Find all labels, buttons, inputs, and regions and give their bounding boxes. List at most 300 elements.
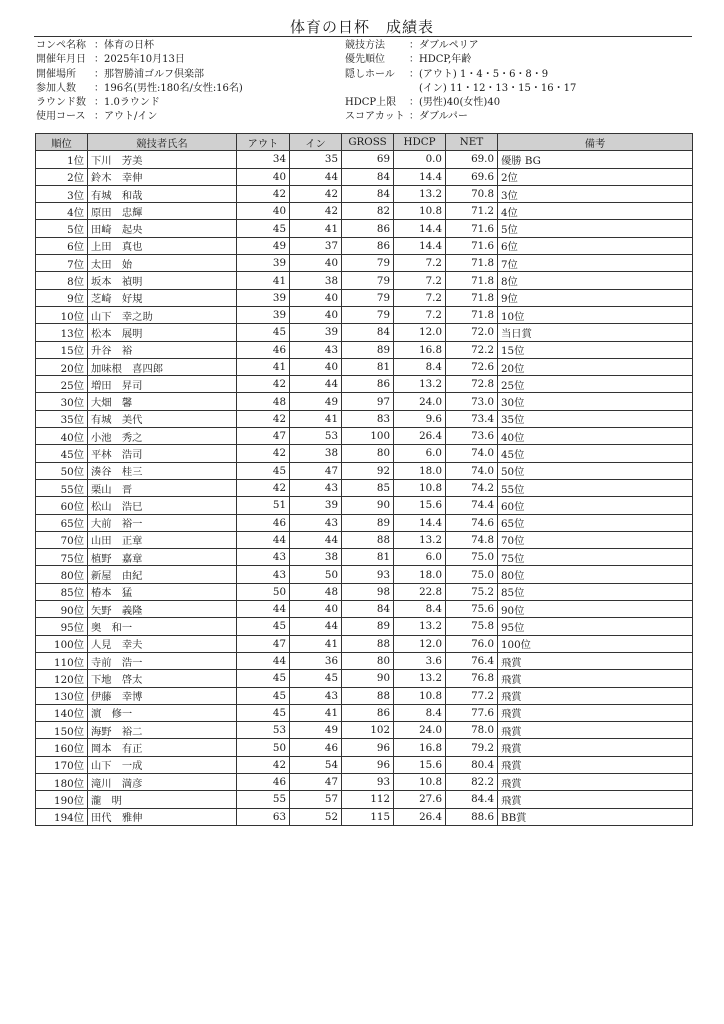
cell-in: 49 [290, 393, 342, 410]
cell-out: 50 [237, 583, 290, 600]
cell-out: 42 [237, 756, 290, 773]
cell-gross: 90 [342, 670, 394, 687]
cell-rank: 90位 [36, 601, 88, 618]
cell-gross: 88 [342, 531, 394, 548]
cell-hdcp: 13.2 [394, 531, 446, 548]
table-row [36, 756, 693, 773]
header-out: アウト [237, 134, 290, 151]
cell-hdcp: 6.0 [394, 445, 446, 462]
info-label: 隠しホール [345, 68, 395, 80]
table-row [36, 220, 693, 237]
cell-out: 40 [237, 203, 290, 220]
cell-net: 88.6 [446, 808, 498, 825]
cell-gross: 90 [342, 497, 394, 514]
cell-out: 44 [237, 601, 290, 618]
cell-out: 42 [237, 410, 290, 427]
cell-net: 75.6 [446, 601, 498, 618]
info-row-hidden-holes-out [345, 68, 576, 82]
cell-out: 39 [237, 306, 290, 323]
cell-rank: 75位 [36, 549, 88, 566]
cell-in: 38 [290, 272, 342, 289]
cell-net: 72.6 [446, 358, 498, 375]
cell-out: 45 [237, 687, 290, 704]
cell-out: 46 [237, 514, 290, 531]
cell-remarks: 当日賞 [498, 324, 693, 341]
info-row-date [36, 53, 243, 67]
cell-remarks: 飛賞 [498, 652, 693, 669]
cell-out: 45 [237, 704, 290, 721]
cell-remarks: 5位 [498, 220, 693, 237]
cell-rank: 190位 [36, 791, 88, 808]
cell-in: 42 [290, 185, 342, 202]
cell-hdcp: 8.4 [394, 704, 446, 721]
cell-rank: 2位 [36, 168, 88, 185]
table-row [36, 203, 693, 220]
cell-out: 45 [237, 670, 290, 687]
cell-out: 42 [237, 479, 290, 496]
table-row [36, 808, 693, 825]
cell-net: 74.6 [446, 514, 498, 531]
cell-net: 72.2 [446, 341, 498, 358]
cell-hdcp: 13.2 [394, 670, 446, 687]
table-row [36, 670, 693, 687]
cell-gross: 83 [342, 410, 394, 427]
cell-player-name: 岡本 有正 [88, 739, 237, 756]
cell-hdcp: 10.8 [394, 687, 446, 704]
cell-net: 79.2 [446, 739, 498, 756]
cell-hdcp: 16.8 [394, 739, 446, 756]
table-row [36, 358, 693, 375]
cell-out: 42 [237, 445, 290, 462]
cell-rank: 80位 [36, 566, 88, 583]
cell-net: 69.6 [446, 168, 498, 185]
cell-in: 43 [290, 341, 342, 358]
cell-player-name: 伊藤 幸博 [88, 687, 237, 704]
cell-gross: 69 [342, 151, 394, 168]
table-row [36, 687, 693, 704]
cell-rank: 150位 [36, 722, 88, 739]
cell-out: 51 [237, 497, 290, 514]
cell-player-name: 海野 裕二 [88, 722, 237, 739]
info-value: ：196名(男性:180名/女性:16名) [94, 82, 243, 94]
cell-net: 74.8 [446, 531, 498, 548]
cell-out: 40 [237, 168, 290, 185]
cell-net: 73.0 [446, 393, 498, 410]
cell-in: 44 [290, 618, 342, 635]
document-title: 体育の日杯 成績表 [289, 18, 434, 36]
cell-hdcp: 3.6 [394, 652, 446, 669]
cell-hdcp: 10.8 [394, 773, 446, 790]
cell-net: 70.8 [446, 185, 498, 202]
cell-gross: 81 [342, 549, 394, 566]
cell-net: 76.0 [446, 635, 498, 652]
cell-remarks: 飛賞 [498, 722, 693, 739]
cell-net: 75.8 [446, 618, 498, 635]
info-label: 参加人数 [36, 82, 76, 94]
table-row [36, 376, 693, 393]
cell-in: 42 [290, 203, 342, 220]
cell-rank: 194位 [36, 808, 88, 825]
cell-gross: 97 [342, 393, 394, 410]
cell-hdcp: 24.0 [394, 393, 446, 410]
cell-rank: 1位 [36, 151, 88, 168]
table-row [36, 497, 693, 514]
cell-in: 37 [290, 237, 342, 254]
cell-net: 71.6 [446, 237, 498, 254]
cell-rank: 50位 [36, 462, 88, 479]
info-label: 開催場所 [36, 68, 76, 80]
table-row [36, 272, 693, 289]
info-label: スコアカット [345, 111, 405, 123]
table-row [36, 479, 693, 496]
cell-remarks: 9位 [498, 289, 693, 306]
table-row [36, 410, 693, 427]
cell-net: 69.0 [446, 151, 498, 168]
table-row [36, 722, 693, 739]
cell-in: 40 [290, 255, 342, 272]
cell-player-name: 田崎 起央 [88, 220, 237, 237]
cell-in: 49 [290, 722, 342, 739]
cell-in: 46 [290, 739, 342, 756]
cell-in: 41 [290, 635, 342, 652]
cell-hdcp: 8.4 [394, 358, 446, 375]
cell-gross: 86 [342, 376, 394, 393]
cell-hdcp: 15.6 [394, 497, 446, 514]
cell-rank: 6位 [36, 237, 88, 254]
cell-remarks: 飛賞 [498, 773, 693, 790]
cell-gross: 88 [342, 635, 394, 652]
header-hdcp: HDCP [394, 134, 446, 151]
cell-rank: 40位 [36, 428, 88, 445]
cell-player-name: 田代 雅伸 [88, 808, 237, 825]
competition-info-left [36, 39, 243, 125]
results-table-body [36, 151, 693, 826]
cell-out: 46 [237, 341, 290, 358]
cell-net: 71.8 [446, 272, 498, 289]
info-value: ：2025年10月13日 [94, 54, 185, 66]
info-label: 開催年月日 [36, 54, 86, 66]
cell-in: 45 [290, 670, 342, 687]
cell-remarks: 飛賞 [498, 687, 693, 704]
cell-gross: 96 [342, 739, 394, 756]
cell-player-name: 栗山 晋 [88, 479, 237, 496]
cell-out: 45 [237, 220, 290, 237]
cell-player-name: 植野 嘉章 [88, 549, 237, 566]
cell-remarks: 40位 [498, 428, 693, 445]
cell-remarks: 35位 [498, 410, 693, 427]
cell-rank: 85位 [36, 583, 88, 600]
table-row [36, 462, 693, 479]
cell-player-name: 山田 正章 [88, 531, 237, 548]
cell-hdcp: 7.2 [394, 289, 446, 306]
cell-remarks: 55位 [498, 479, 693, 496]
cell-in: 47 [290, 773, 342, 790]
cell-remarks: 100位 [498, 635, 693, 652]
cell-hdcp: 10.8 [394, 203, 446, 220]
cell-rank: 8位 [36, 272, 88, 289]
cell-hdcp: 18.0 [394, 462, 446, 479]
cell-net: 76.4 [446, 652, 498, 669]
cell-net: 73.6 [446, 428, 498, 445]
cell-gross: 79 [342, 255, 394, 272]
cell-hdcp: 14.4 [394, 168, 446, 185]
cell-hdcp: 15.6 [394, 756, 446, 773]
info-row-method [345, 39, 576, 53]
cell-hdcp: 26.4 [394, 808, 446, 825]
table-row [36, 324, 693, 341]
table-row [36, 635, 693, 652]
cell-hdcp: 14.4 [394, 237, 446, 254]
info-value: ：1.0ラウンド [94, 97, 160, 109]
cell-rank: 180位 [36, 773, 88, 790]
cell-hdcp: 22.8 [394, 583, 446, 600]
cell-hdcp: 7.2 [394, 272, 446, 289]
cell-player-name: 平林 浩司 [88, 445, 237, 462]
cell-remarks: 飛賞 [498, 739, 693, 756]
info-label: ラウンド数 [36, 97, 86, 109]
cell-gross: 86 [342, 704, 394, 721]
cell-in: 50 [290, 566, 342, 583]
cell-out: 45 [237, 618, 290, 635]
info-value: ：(アウト) 1・4・5・6・8・9 [409, 68, 549, 80]
cell-gross: 79 [342, 306, 394, 323]
cell-out: 44 [237, 531, 290, 548]
cell-player-name: 矢野 義隆 [88, 601, 237, 618]
cell-player-name: 鈴木 幸伸 [88, 168, 237, 185]
cell-rank: 170位 [36, 756, 88, 773]
table-row [36, 583, 693, 600]
cell-player-name: 升谷 裕 [88, 341, 237, 358]
cell-out: 42 [237, 376, 290, 393]
cell-in: 39 [290, 497, 342, 514]
cell-out: 49 [237, 237, 290, 254]
table-row [36, 549, 693, 566]
results-table [35, 133, 693, 826]
cell-in: 47 [290, 462, 342, 479]
cell-gross: 89 [342, 618, 394, 635]
cell-remarks: 3位 [498, 185, 693, 202]
cell-gross: 79 [342, 272, 394, 289]
cell-rank: 160位 [36, 739, 88, 756]
cell-rank: 110位 [36, 652, 88, 669]
cell-rank: 55位 [36, 479, 88, 496]
cell-remarks: 優勝 BG [498, 151, 693, 168]
table-row [36, 531, 693, 548]
cell-net: 72.8 [446, 376, 498, 393]
cell-remarks: 65位 [498, 514, 693, 531]
info-value: ：(男性)40(女性)40 [409, 97, 501, 109]
cell-gross: 81 [342, 358, 394, 375]
cell-player-name: 芝崎 好規 [88, 289, 237, 306]
cell-hdcp: 7.2 [394, 255, 446, 272]
table-row [36, 151, 693, 168]
cell-hdcp: 18.0 [394, 566, 446, 583]
cell-rank: 140位 [36, 704, 88, 721]
cell-in: 40 [290, 358, 342, 375]
cell-in: 35 [290, 151, 342, 168]
cell-player-name: 上田 真也 [88, 237, 237, 254]
cell-in: 44 [290, 376, 342, 393]
cell-remarks: 90位 [498, 601, 693, 618]
cell-net: 71.8 [446, 255, 498, 272]
cell-player-name: 有城 和哉 [88, 185, 237, 202]
cell-remarks: 25位 [498, 376, 693, 393]
cell-remarks: BB賞 [498, 808, 693, 825]
cell-out: 42 [237, 185, 290, 202]
table-row [36, 739, 693, 756]
cell-rank: 20位 [36, 358, 88, 375]
cell-hdcp: 6.0 [394, 549, 446, 566]
header-in: イン [290, 134, 342, 151]
cell-hdcp: 24.0 [394, 722, 446, 739]
cell-net: 71.6 [446, 220, 498, 237]
cell-net: 73.4 [446, 410, 498, 427]
table-row [36, 566, 693, 583]
cell-out: 55 [237, 791, 290, 808]
cell-rank: 60位 [36, 497, 88, 514]
cell-player-name: 原田 忠輝 [88, 203, 237, 220]
cell-net: 77.6 [446, 704, 498, 721]
cell-in: 48 [290, 583, 342, 600]
cell-net: 75.2 [446, 583, 498, 600]
cell-hdcp: 14.4 [394, 514, 446, 531]
cell-in: 40 [290, 306, 342, 323]
cell-remarks: 2位 [498, 168, 693, 185]
cell-in: 53 [290, 428, 342, 445]
cell-gross: 93 [342, 566, 394, 583]
info-row-rounds [36, 96, 243, 110]
info-label: 使用コース [36, 111, 86, 123]
cell-in: 43 [290, 687, 342, 704]
cell-rank: 7位 [36, 255, 88, 272]
cell-rank: 130位 [36, 687, 88, 704]
cell-player-name: 濵 修一 [88, 704, 237, 721]
info-row-priority [345, 53, 576, 67]
table-row [36, 289, 693, 306]
cell-net: 80.4 [446, 756, 498, 773]
cell-rank: 45位 [36, 445, 88, 462]
info-value: ：那智勝浦ゴルフ倶楽部 [94, 68, 204, 80]
cell-net: 72.0 [446, 324, 498, 341]
cell-hdcp: 8.4 [394, 601, 446, 618]
info-row-hidden-holes-in [345, 82, 576, 96]
cell-net: 74.4 [446, 497, 498, 514]
cell-rank: 30位 [36, 393, 88, 410]
cell-player-name: 湊谷 桂三 [88, 462, 237, 479]
cell-remarks: 60位 [498, 497, 693, 514]
cell-hdcp: 14.4 [394, 220, 446, 237]
info-label: コンペ名称 [36, 40, 86, 51]
cell-out: 63 [237, 808, 290, 825]
info-row-hdcp-limit [345, 96, 576, 110]
cell-hdcp: 26.4 [394, 428, 446, 445]
cell-hdcp: 0.0 [394, 151, 446, 168]
cell-hdcp: 13.2 [394, 618, 446, 635]
cell-out: 39 [237, 289, 290, 306]
cell-rank: 4位 [36, 203, 88, 220]
cell-remarks: 6位 [498, 237, 693, 254]
cell-rank: 95位 [36, 618, 88, 635]
cell-rank: 65位 [36, 514, 88, 531]
cell-in: 38 [290, 549, 342, 566]
info-value: ：体育の日杯 [94, 40, 154, 51]
cell-gross: 84 [342, 185, 394, 202]
cell-player-name: 大畑 馨 [88, 393, 237, 410]
table-row [36, 618, 693, 635]
cell-rank: 10位 [36, 306, 88, 323]
cell-in: 44 [290, 168, 342, 185]
cell-player-name: 松山 浩巳 [88, 497, 237, 514]
title-underline [34, 36, 692, 37]
cell-player-name: 下地 啓太 [88, 670, 237, 687]
cell-gross: 89 [342, 514, 394, 531]
cell-remarks: 飛賞 [498, 704, 693, 721]
table-row [36, 185, 693, 202]
cell-in: 41 [290, 704, 342, 721]
cell-rank: 70位 [36, 531, 88, 548]
cell-gross: 84 [342, 324, 394, 341]
header-gross: GROSS [342, 134, 394, 151]
cell-remarks: 50位 [498, 462, 693, 479]
cell-rank: 25位 [36, 376, 88, 393]
cell-gross: 88 [342, 687, 394, 704]
cell-out: 41 [237, 272, 290, 289]
cell-in: 57 [290, 791, 342, 808]
table-row [36, 773, 693, 790]
cell-player-name: 瀧 明 [88, 791, 237, 808]
info-label: HDCP上限 [345, 97, 397, 109]
cell-player-name: 加味根 喜四郎 [88, 358, 237, 375]
cell-rank: 15位 [36, 341, 88, 358]
cell-player-name: 滝川 満彦 [88, 773, 237, 790]
cell-remarks: 85位 [498, 583, 693, 600]
cell-gross: 115 [342, 808, 394, 825]
cell-in: 41 [290, 410, 342, 427]
cell-net: 71.8 [446, 289, 498, 306]
cell-hdcp: 13.2 [394, 376, 446, 393]
cell-player-name: 人見 幸夫 [88, 635, 237, 652]
cell-net: 74.0 [446, 462, 498, 479]
table-row [36, 341, 693, 358]
cell-rank: 120位 [36, 670, 88, 687]
cell-hdcp: 9.6 [394, 410, 446, 427]
cell-rank: 100位 [36, 635, 88, 652]
cell-out: 45 [237, 462, 290, 479]
cell-hdcp: 7.2 [394, 306, 446, 323]
cell-player-name: 寺前 浩一 [88, 652, 237, 669]
table-row [36, 237, 693, 254]
cell-hdcp: 16.8 [394, 341, 446, 358]
cell-net: 76.8 [446, 670, 498, 687]
cell-player-name: 山下 一成 [88, 756, 237, 773]
table-row [36, 652, 693, 669]
header-net: NET [446, 134, 498, 151]
cell-player-name: 山下 幸之助 [88, 306, 237, 323]
cell-player-name: 新屋 由紀 [88, 566, 237, 583]
table-row [36, 704, 693, 721]
cell-in: 41 [290, 220, 342, 237]
info-row-name [36, 39, 243, 53]
cell-out: 43 [237, 549, 290, 566]
cell-out: 34 [237, 151, 290, 168]
cell-remarks: 70位 [498, 531, 693, 548]
cell-out: 47 [237, 635, 290, 652]
cell-out: 53 [237, 722, 290, 739]
cell-net: 74.2 [446, 479, 498, 496]
cell-remarks: 30位 [498, 393, 693, 410]
cell-gross: 112 [342, 791, 394, 808]
cell-gross: 85 [342, 479, 394, 496]
